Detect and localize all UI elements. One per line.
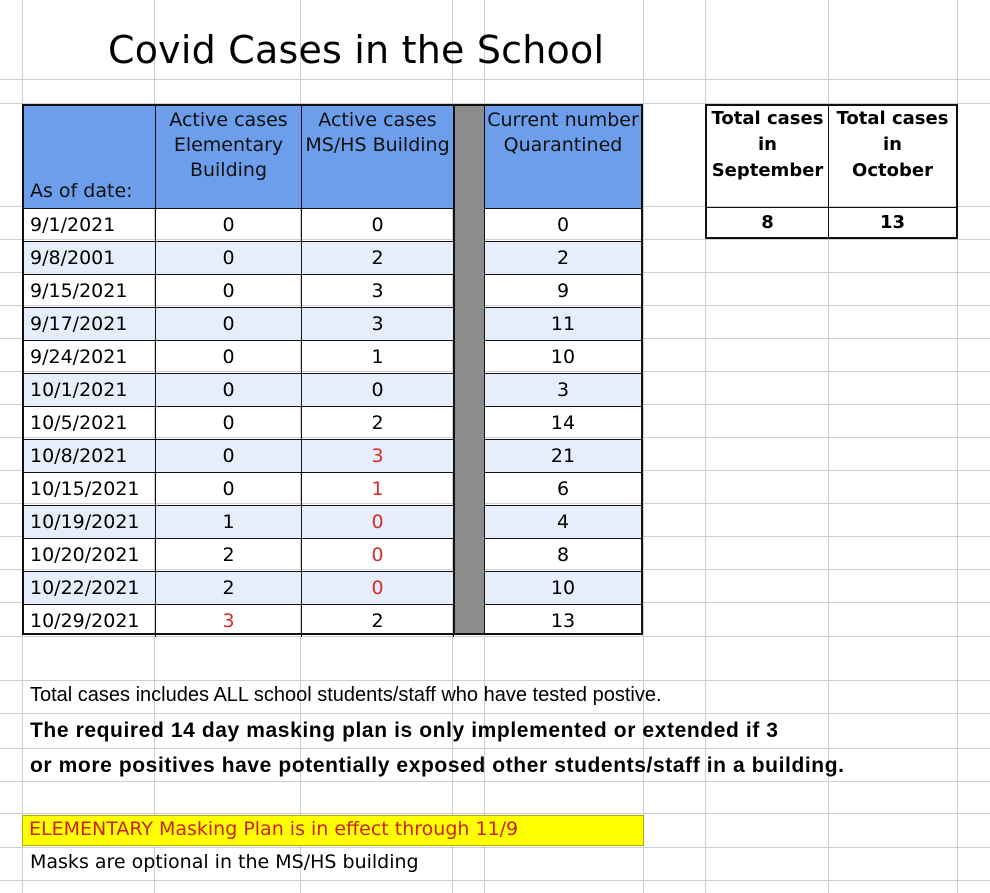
table-row (24, 406, 641, 439)
table-row (24, 505, 641, 538)
mshs-mask-note: Masks are optional in the MS/HS building (30, 851, 419, 873)
cell-date[interactable]: 9/1/2021 (24, 209, 156, 241)
table-row (24, 604, 641, 637)
cell-quarantined[interactable]: 21 (550, 445, 576, 467)
header-mshs[interactable]: Active cases MS/HS Building (302, 106, 454, 208)
cell-mshs[interactable]: 0 (302, 209, 454, 241)
table-row (24, 274, 641, 307)
cell-elementary[interactable]: 0 (156, 473, 302, 505)
cell-date[interactable]: 10/19/2021 (24, 506, 156, 538)
cell-date[interactable]: 10/15/2021 (24, 473, 156, 505)
cell-quarantined[interactable]: 13 (550, 610, 576, 632)
cell-elementary[interactable]: 0 (156, 242, 302, 274)
cell-date[interactable]: 10/8/2021 (24, 440, 156, 472)
total-october-header[interactable]: Total cases in October (829, 106, 956, 208)
cell-elementary[interactable]: 0 (156, 374, 302, 406)
cell-date[interactable]: 10/22/2021 (24, 572, 156, 604)
page-title: Covid Cases in the School (108, 28, 605, 72)
total-september-value[interactable]: 8 (707, 208, 829, 237)
cell-quarantined[interactable]: 6 (556, 478, 570, 500)
cell-date[interactable]: 9/24/2021 (24, 341, 156, 373)
cell-quarantined[interactable]: 8 (556, 544, 570, 566)
cell-mshs[interactable]: 0 (302, 374, 454, 406)
totals-table (705, 104, 958, 239)
cell-mshs[interactable]: 0 (302, 539, 454, 571)
separator-column (454, 106, 485, 633)
cell-date[interactable]: 10/5/2021 (24, 407, 156, 439)
cell-elementary[interactable]: 0 (156, 407, 302, 439)
header-elementary[interactable]: Active cases Elementary Building (156, 106, 302, 208)
cell-elementary[interactable]: 3 (156, 605, 302, 637)
cell-elementary[interactable]: 0 (156, 440, 302, 472)
cell-mshs[interactable]: 1 (302, 341, 454, 373)
banner-text: ELEMENTARY Masking Plan is in effect through 11/9 (29, 818, 519, 840)
cell-mshs[interactable]: 3 (302, 440, 454, 472)
cell-date[interactable]: 10/29/2021 (24, 605, 156, 637)
cell-quarantined[interactable]: 10 (550, 346, 576, 368)
cell-quarantined[interactable]: 11 (550, 313, 576, 335)
table-row (24, 373, 641, 406)
table-row (24, 472, 641, 505)
note-masking-plan-1: The required 14 day masking plan is only implemented or extended if 3 (30, 719, 779, 742)
cell-elementary[interactable]: 0 (156, 308, 302, 340)
table-row (24, 538, 641, 571)
cell-date[interactable]: 9/8/2001 (24, 242, 156, 274)
cell-mshs[interactable]: 0 (302, 572, 454, 604)
table-row (24, 307, 641, 340)
cell-quarantined[interactable]: 2 (556, 247, 570, 269)
cell-quarantined[interactable]: 14 (550, 412, 576, 434)
table-header (24, 106, 641, 208)
cell-quarantined[interactable]: 0 (556, 214, 570, 236)
table-row (24, 241, 641, 274)
header-quarantined[interactable]: Current number Quarantined (485, 106, 641, 208)
total-september-header[interactable]: Total cases in September (707, 106, 829, 208)
table-row (24, 571, 641, 604)
cell-mshs[interactable]: 1 (302, 473, 454, 505)
note-total-cases: Total cases includes ALL school students/staff who have tested postive. (30, 684, 662, 706)
cell-elementary[interactable]: 0 (156, 341, 302, 373)
cell-mshs[interactable]: 2 (302, 407, 454, 439)
cell-date[interactable]: 10/1/2021 (24, 374, 156, 406)
cell-elementary[interactable]: 1 (156, 506, 302, 538)
cell-quarantined[interactable]: 4 (556, 511, 570, 533)
cell-elementary[interactable]: 0 (156, 275, 302, 307)
table-row (24, 340, 641, 373)
cell-elementary[interactable]: 0 (156, 209, 302, 241)
cell-elementary[interactable]: 2 (156, 539, 302, 571)
cell-mshs[interactable]: 0 (302, 506, 454, 538)
cell-date[interactable]: 10/20/2021 (24, 539, 156, 571)
table-row (24, 439, 641, 472)
cell-mshs[interactable]: 3 (302, 275, 454, 307)
covid-cases-table (22, 104, 643, 635)
cell-date[interactable]: 9/17/2021 (24, 308, 156, 340)
cell-mshs[interactable]: 3 (302, 308, 454, 340)
cell-mshs[interactable]: 2 (302, 605, 454, 637)
elementary-masking-banner[interactable] (22, 815, 644, 846)
table-row (24, 208, 641, 241)
cell-mshs[interactable]: 2 (302, 242, 454, 274)
cell-quarantined[interactable]: 3 (556, 379, 570, 401)
cell-elementary[interactable]: 2 (156, 572, 302, 604)
header-date[interactable]: As of date: (24, 106, 156, 208)
total-october-value[interactable]: 13 (879, 212, 906, 233)
cell-date[interactable]: 9/15/2021 (24, 275, 156, 307)
cell-quarantined[interactable]: 9 (556, 280, 570, 302)
cell-quarantined[interactable]: 10 (550, 577, 576, 599)
note-masking-plan-2: or more positives have potentially exposed other students/staff in a building. (30, 754, 845, 777)
